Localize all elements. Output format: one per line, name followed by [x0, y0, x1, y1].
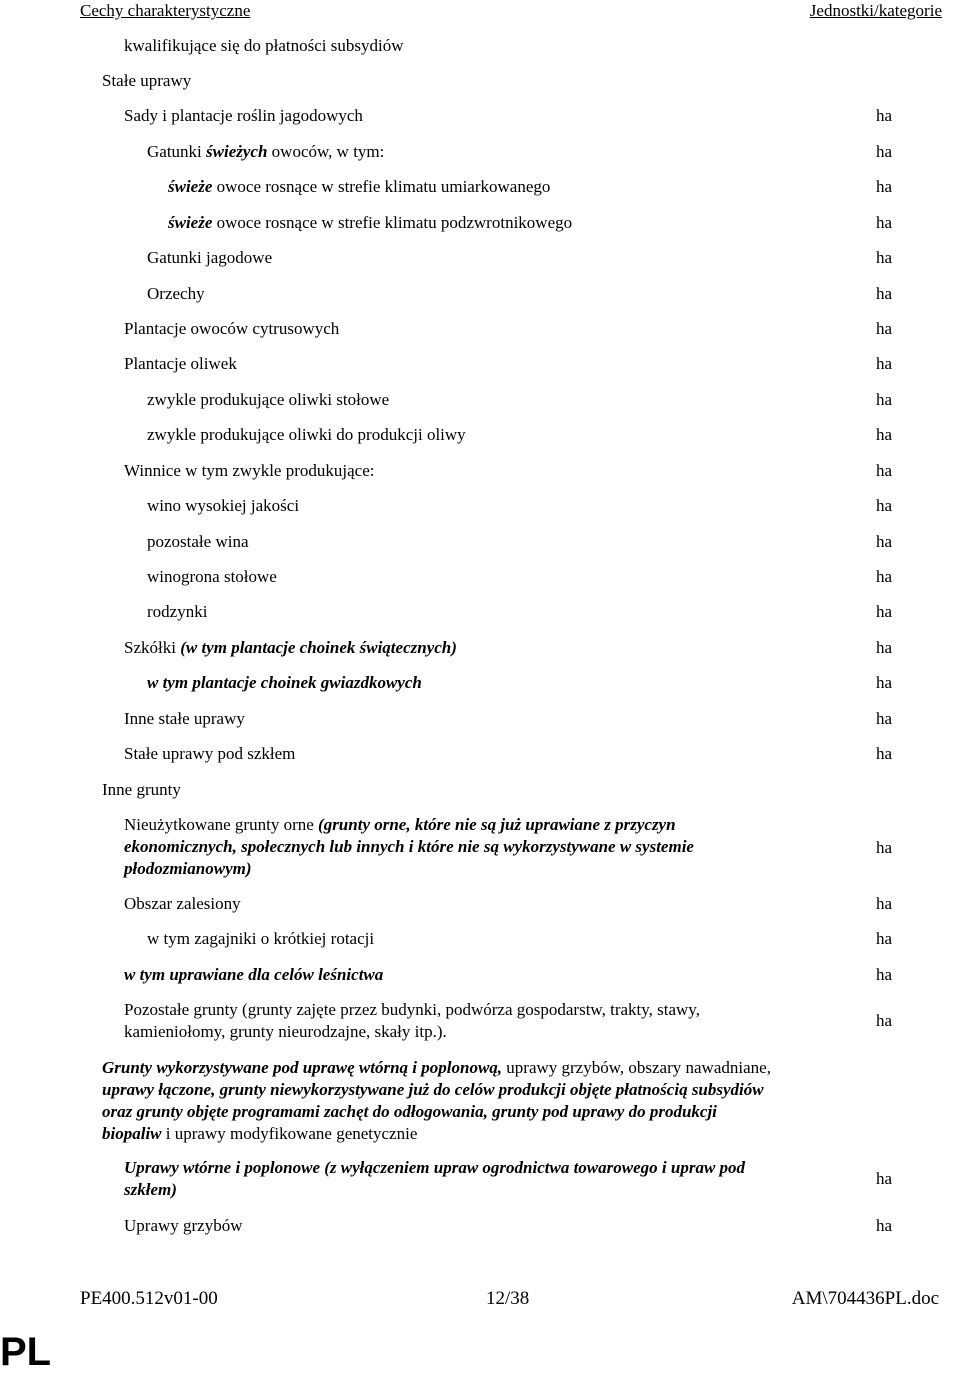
unit-label: ha [876, 390, 893, 409]
label-segment: i uprawy modyfikowane genetycznie [161, 1124, 418, 1143]
characteristic-label [147, 531, 249, 553]
characteristic-label [147, 566, 277, 588]
characteristic-label [124, 743, 295, 765]
footer-page-number: 12/38 [486, 1288, 530, 1309]
characteristic-label [124, 999, 784, 1043]
label-segment: świeże [168, 177, 213, 196]
unit-label: ha [876, 1216, 893, 1235]
characteristic-label [102, 70, 191, 92]
label-segment: Grunty wykorzystywane pod uprawę wtórną i poplonową, [102, 1058, 503, 1077]
footer-doc-ref: PE400.512v01-00 [80, 1288, 218, 1309]
label-segment: kwalifikujące się do płatności subsydiów [124, 36, 404, 55]
unit-label: ha [876, 638, 893, 657]
label-segment: Stałe uprawy [102, 71, 192, 90]
unit-label: ha [876, 1169, 893, 1188]
label-segment: Gatunki [147, 142, 207, 161]
characteristic-label [147, 141, 384, 163]
label-segment: (grunty orne, które nie są już uprawiane z przyczyn ekonomicznych, społecznych lub innych i które nie są wykorzystywane w systemie płodozmianowym) [124, 815, 694, 878]
label-segment: uprawy grzybów, obszary nawadniane, [502, 1058, 771, 1077]
label-segment: Szkółki [124, 638, 181, 657]
unit-label: ha [876, 425, 893, 444]
characteristic-label [124, 318, 339, 340]
characteristic-label [124, 105, 363, 127]
label-segment: Uprawy grzybów [124, 1216, 243, 1235]
characteristic-label [124, 353, 237, 375]
label-segment: Uprawy wtórne i poplonowe (z wyłączeniem upraw ogrodnictwa towarowego i upraw pod szkłem) [124, 1158, 746, 1199]
unit-label: ha [876, 284, 893, 303]
label-segment: wino wysokiej jakości [147, 496, 300, 515]
unit-label: ha [876, 929, 893, 948]
unit-label: ha [876, 673, 893, 692]
characteristic-label [124, 1215, 243, 1237]
unit-label: ha [876, 744, 893, 763]
label-segment: Orzechy [147, 284, 205, 303]
unit-label: ha [876, 567, 893, 586]
unit-label: ha [876, 965, 893, 984]
unit-label: ha [876, 532, 893, 551]
unit-label: ha [876, 354, 893, 373]
language-badge: PL [0, 1330, 52, 1374]
unit-label: ha [876, 213, 893, 232]
unit-label: ha [876, 461, 893, 480]
characteristic-label [147, 247, 272, 269]
characteristic-label [124, 460, 374, 482]
characteristic-label [124, 35, 404, 57]
label-segment: Gatunki jagodowe [147, 248, 273, 267]
label-segment: w tym plantacje choinek gwiazdkowych [147, 673, 422, 692]
label-segment: winogrona stołowe [147, 567, 277, 586]
unit-label: ha [876, 602, 893, 621]
characteristic-label [147, 424, 466, 446]
characteristic-label [168, 176, 550, 198]
characteristic-label [124, 964, 383, 986]
unit-label: ha [876, 709, 893, 728]
label-segment: Obszar zalesiony [124, 894, 241, 913]
characteristic-label [147, 928, 374, 950]
unit-label: ha [876, 319, 893, 338]
unit-label: ha [876, 106, 893, 125]
unit-label: ha [876, 838, 893, 857]
footer-filename: AM\704436PL.doc [791, 1288, 939, 1309]
characteristic-label [124, 1157, 784, 1201]
characteristic-label [147, 601, 207, 623]
column-header-characteristics: Cechy charakterystyczne [80, 1, 251, 20]
characteristic-label [147, 495, 299, 517]
characteristic-label [147, 389, 389, 411]
label-segment: Winnice w tym zwykle produkujące: [124, 461, 375, 480]
label-segment: w tym zagajniki o krótkiej rotacji [147, 929, 375, 948]
unit-label: ha [876, 894, 893, 913]
label-segment: Sady i plantacje roślin jagodowych [124, 106, 363, 125]
label-segment: zwykle produkujące oliwki stołowe [147, 390, 390, 409]
unit-label: ha [876, 496, 893, 515]
label-segment: Nieużytkowane grunty orne [124, 815, 319, 834]
characteristic-label [168, 212, 572, 234]
unit-label: ha [876, 142, 893, 161]
label-segment: rodzynki [147, 602, 208, 621]
column-header-units: Jednostki/kategorie [809, 1, 942, 20]
characteristic-label [147, 672, 422, 694]
label-segment: uprawy łączone, grunty niewykorzystywane już do celów produkcji objęte płatnością subsydiów oraz grunty objęte programami zachęt do odłogowania, grunty pod uprawy do produkcji biopaliw [102, 1080, 764, 1143]
label-segment: zwykle produkujące oliwki do produkcji oliwy [147, 425, 466, 444]
label-segment: Pozostałe grunty (grunty zajęte przez budynki, podwórza gospodarstw, trakty, stawy, kamieniołomy, grunty nieurodzajne, skały itp.). [124, 1000, 700, 1041]
label-segment: pozostałe wina [147, 532, 249, 551]
label-segment: Inne grunty [102, 780, 181, 799]
label-segment: świeżych [206, 142, 268, 161]
unit-label: ha [876, 1011, 893, 1030]
unit-label: ha [876, 248, 893, 267]
label-segment: Inne stałe uprawy [124, 709, 245, 728]
characteristic-label [102, 779, 181, 801]
characteristic-label [124, 637, 457, 659]
label-segment: owoce rosnące w strefie klimatu umiarkowanego [212, 177, 551, 196]
label-segment: (w tym plantacje choinek świątecznych) [180, 638, 457, 657]
label-segment: Plantacje owoców cytrusowych [124, 319, 340, 338]
characteristic-label [124, 814, 784, 880]
characteristic-label [147, 283, 205, 305]
label-segment: Stałe uprawy pod szkłem [124, 744, 296, 763]
unit-label: ha [876, 177, 893, 196]
label-segment: Plantacje oliwek [124, 354, 237, 373]
label-segment: owoców, w tym: [267, 142, 385, 161]
label-segment: świeże [168, 213, 213, 232]
characteristic-label [124, 708, 245, 730]
label-segment: owoce rosnące w strefie klimatu podzwrotnikowego [212, 213, 573, 232]
characteristic-label [102, 1057, 777, 1145]
label-segment: w tym uprawiane dla celów leśnictwa [124, 965, 384, 984]
characteristic-label [124, 893, 241, 915]
